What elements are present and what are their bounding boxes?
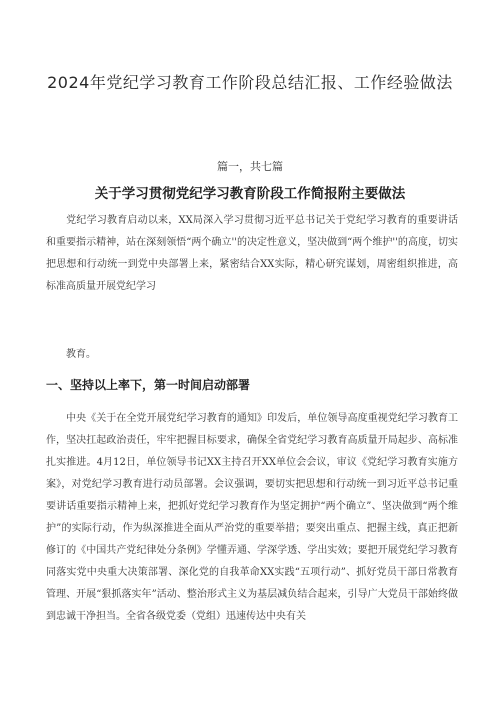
part-label: 篇一，共七篇	[217, 160, 283, 173]
paragraph-body	[46, 408, 458, 628]
paragraph-body-text: 中央《关于在全党开展党纪学习教育的通知》印发后，单位领导高度重视党纪学习教育工作，坚决扛起政治责任，牢牢把握目标要求，确保全省党纪学习教育高质量开局起步、高标准扎实推进。4月12日，单位领导书记XX主持召开XX单位会会议，审议《党纪学习教育实施方案》，对党纪学习教育进行动员部署。会议强调，要切实把思想和行动统一到习近平总书记重要讲话重要指示精神上来，把抓好党纪学习教育作为坚定拥护“两个确立”、坚决做到“两个维护”的实际行动，作为纵深推进全面从严治党的重要举措；要突出重点、把握主线，真正把新修订的《中国共产党纪律处分条例》学懂弄通、学深学透、学出实效；要把开展党纪学习教育同落实党中央重大决策部署、深化党的自我革命XX实践“五项行动”、抓好党员干部日常教育管理、开展“狠抓落实年”活动、整治形式主义为基层减负结合起来，引导广大党员干部始终做到忠诚干净担当。全省各级党委（党组）迅速传达中央有关	[46, 413, 458, 622]
section-title: 关于学习贯彻党纪学习教育阶段工作简报附主要做法	[94, 186, 406, 202]
paragraph-intro-text: 党纪学习教育启动以来，XX局深入学习贯彻习近平总书记关于党纪学习教育的重要讲话和重要指示精神，站在深刻领悟“两个确立''的决定性意义，坚决做到“两个维护''的高度，切实把思想和行动统一到党中央部署上来，紧密结合XX实际，精心研究谋划，周密组织推进，高标准高质量开展党纪学习	[46, 215, 458, 292]
paragraph-continuation	[46, 344, 458, 366]
heading-one: 一、坚持以上率下，第一时间启动部署	[46, 378, 251, 392]
paragraph-continuation-text: 教育。	[66, 349, 96, 360]
document-title: 2024年党纪学习教育工作阶段总结汇报、工作经验做法	[47, 73, 453, 92]
paragraph-intro	[46, 210, 458, 298]
